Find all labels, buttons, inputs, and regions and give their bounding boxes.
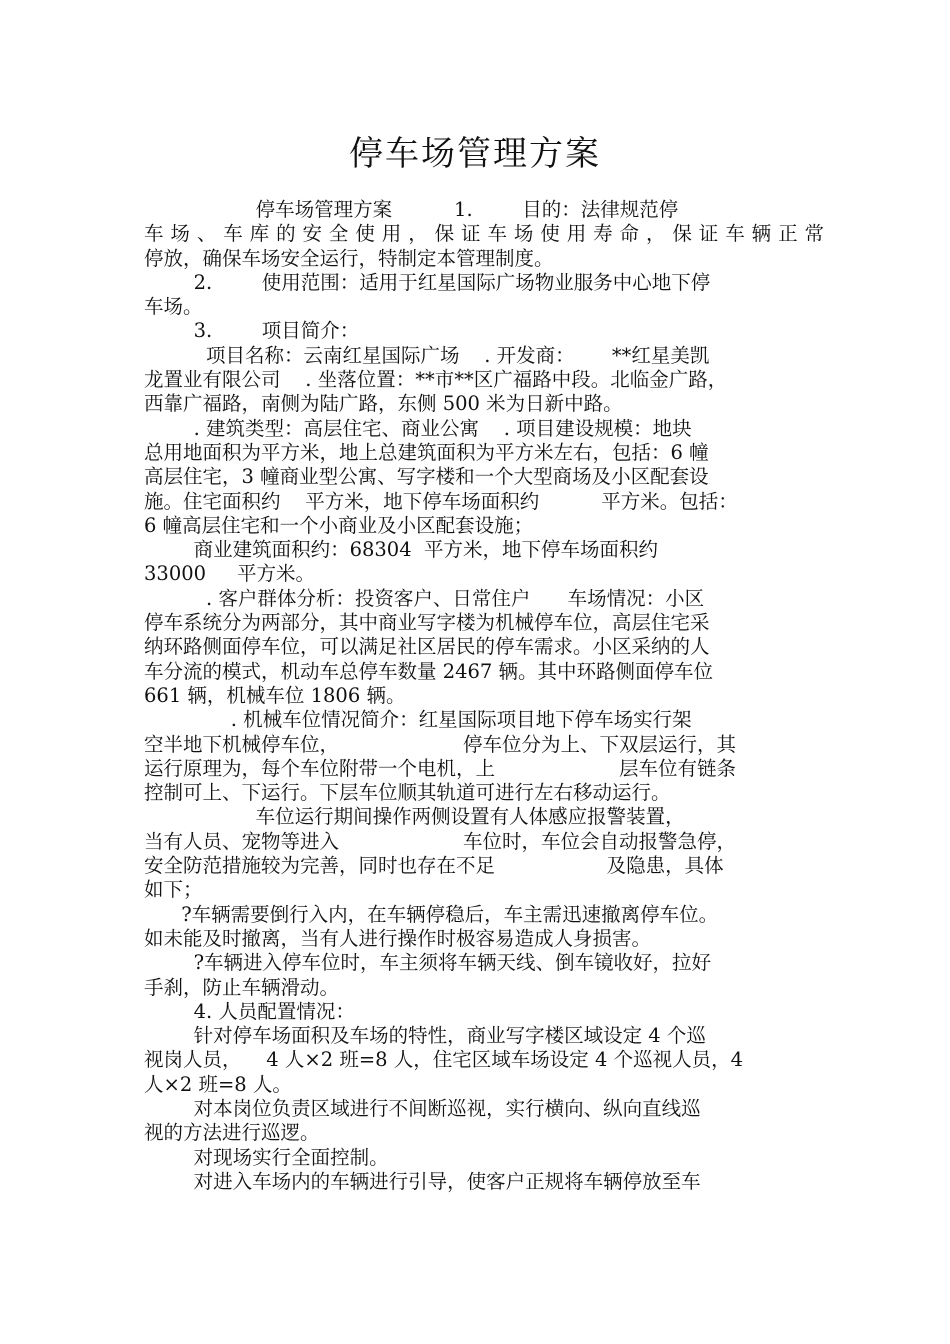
text-line: 车场。 (144, 295, 203, 319)
text-line: 如下； (144, 878, 203, 902)
text-line: 33000 平方米。 (144, 562, 316, 586)
text-line: 施。住宅面积约 平方米，地下停车场面积约 平方米。包括： (144, 489, 738, 513)
text-line: 对现场实行全面控制。 (144, 1145, 389, 1169)
text-line: 手刹，防止车辆滑动。 (144, 975, 340, 999)
text-line: ?车辆进入停车位时，车主须将车辆天线、倒车镜收好，拉好 (144, 951, 712, 975)
text-line: 4. 人员配置情况： (144, 999, 355, 1023)
text-line: 视岗人员， 4 人×2 班=8 人，住宅区域车场设定 4 个巡视人员，4 (144, 1048, 743, 1072)
text-line: 西靠广福路，南侧为陆广路，东侧 500 米为日新中路。 (144, 392, 623, 416)
document-title: 停车场管理方案 (349, 134, 601, 174)
text-line: 如未能及时撤离，当有人进行操作时极容易造成人身损害。 (144, 926, 652, 950)
text-line: 停车系统分为两部分，其中商业写字楼为机械停车位，高层住宅采 (144, 611, 710, 635)
text-line: 视的方法进行巡逻。 (144, 1121, 320, 1145)
text-line: 车位运行期间操作两侧设置有人体感应报警装置， (144, 805, 685, 829)
text-line: 停放，确保车场安全运行，特制定本管理制度。 (144, 246, 554, 270)
text-line: . 客户群体分析：投资客户、日常住户 车场情况：小区 (144, 586, 705, 610)
text-line: 安全防范措施较为完善，同时也存在不足 及隐患，具体 (144, 854, 724, 878)
text-line: 针对停车场面积及车场的特性，商业写字楼区域设定 4 个巡 (144, 1024, 706, 1048)
text-line: ?车辆需要倒行入内，在车辆停稳后，车主需迅速撤离停车位。 (144, 902, 719, 926)
text-line: 商业建筑面积约：68304 平方米，地下停车场面积约 (144, 538, 659, 562)
text-line: 运行原理为，每个车位附带一个电机，上 层车位有链条 (144, 756, 736, 780)
text-line: 纳环路侧面停车位，可以满足社区居民的停车需求。小区采纳的人 (144, 635, 710, 659)
text-line: . 建筑类型：高层住宅、商业公寓 . 项目建设规模：地块 (144, 416, 692, 440)
text-line: 对进入车场内的车辆进行引导，使客户正规将车辆停放至车 (144, 1169, 701, 1193)
text-line: 当有人员、宠物等进入 车位时，车位会自动报警急停， (144, 829, 736, 853)
text-line: 车分流的模式，机动车总停车数量 2467 辆。其中环路侧面停车位 (144, 659, 714, 683)
text-line: 6 幢高层住宅和一个小商业及小区配套设施； (144, 513, 534, 537)
text-line: 项目名称：云南红星国际广场 . 开发商： **红星美凯 (144, 343, 710, 367)
text-line: 控制可上、下运行。下层车位顺其轨道可进行左右移动运行。 (144, 781, 671, 805)
text-line: 661 辆，机械车位 1806 辆。 (144, 683, 406, 707)
text-line: 人×2 班=8 人。 (144, 1072, 292, 1096)
text-line: 2. 使用范围：适用于红星国际广场物业服务中心地下停 (144, 270, 711, 294)
document-body (144, 198, 824, 1194)
text-line: . 机械车位情况简介：红星国际项目地下停车场实行架 (144, 708, 692, 732)
text-line: 3. 项目简介： (144, 319, 360, 343)
text-line: 空半地下机械停车位， 停车位分为上、下双层运行，其 (144, 732, 736, 756)
text-line: 总用地面积为平方米，地上总建筑面积为平方米左右，包括：6 幢 (144, 440, 709, 464)
text-line: 龙置业有限公司 . 坐落位置：**市**区广福路中段。北临金广路， (144, 368, 728, 392)
text-line: 对本岗位负责区域进行不间断巡视，实行横向、纵向直线巡 (144, 1096, 701, 1120)
text-line: 停车场管理方案 1. 目的：法律规范停 (144, 198, 679, 221)
text-line: 高层住宅，3 幢商业型公寓、写字楼和一个大型商场及小区配套设 (144, 465, 709, 489)
text-line: 车场、车库的安全使用，保证车场使用寿命，保证车辆正常 (144, 222, 824, 246)
